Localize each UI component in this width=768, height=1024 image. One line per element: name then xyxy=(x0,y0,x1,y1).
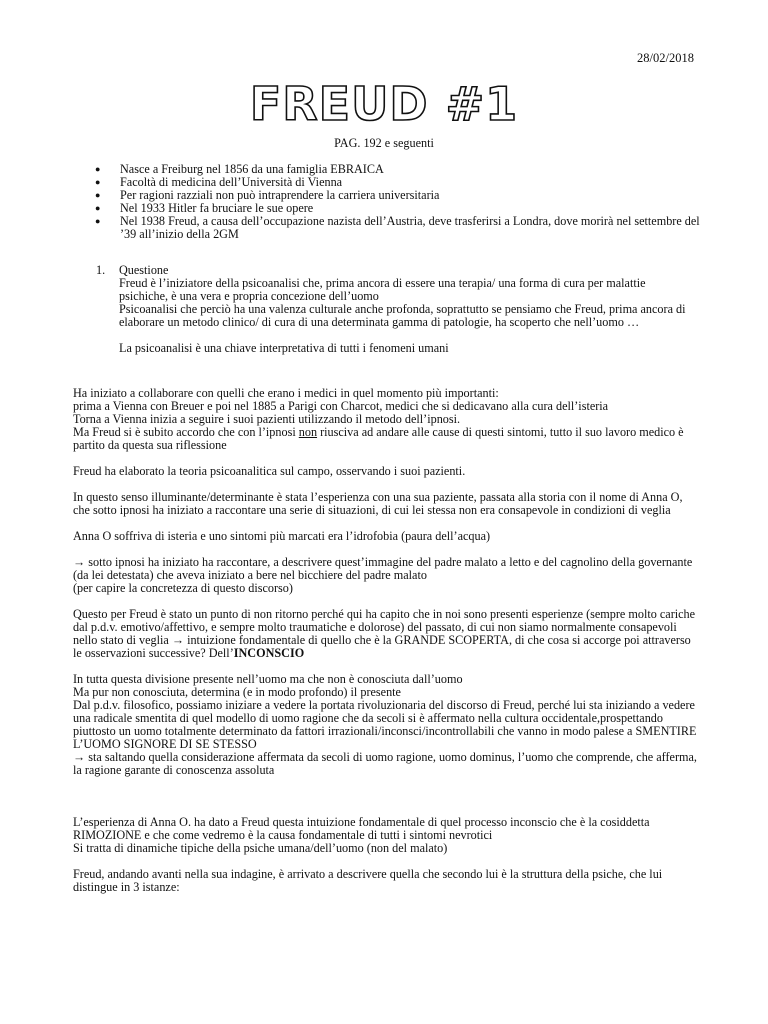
bullet-icon: ● xyxy=(95,177,101,187)
underlined-word: non xyxy=(298,425,318,439)
paragraph: In tutta questa divisione presente nell’uomo ma che non è conosciuta dall’uomo Ma pur non conosciuta, determina (e in modo profondo) il presente Dal p.d.v. filosofico, possiamo iniziare a vedere la portata rivoluzionaria del discorso di Freud, perché lui sta iniziando a vedere una radicale smentita di quel modello di uomo ragione che da secoli si è affermato nella cultura occidentale,prospettando piuttosto un uomo totalmente determinato da fattori irrazionali/inconsci/incontrollabili che vanno in modo palese a SMENTIRE L’UOMO SIGNORE DI SE STESSO → sta saltando quella considerazione affermata da secoli di uomo ragione, uomo dominus, l’uomo che comprende, che afferma, la ragione garante di conoscenza assoluta xyxy=(73,672,697,777)
paragraph: L’esperienza di Anna O. ha dato a Freud questa intuizione fondamentale di quel processo inconscio che è la cosiddetta RIMOZIONE e che come vedremo è la causa fondamentale di tutti i sintomi nevrotici Si tratta di dinamiche tipiche della psiche umana/dell’uomo (non del malato) xyxy=(73,815,650,855)
bullet-icon: ● xyxy=(95,216,101,226)
bullet-list xyxy=(95,162,700,241)
question-paragraph: Psicoanalisi che perciò ha una valenza culturale anche profonda, soprattutto se pensiamo che Freud, prima ancora di elaborare un metodo clinico/ di cura di una determinata gamma di patologie, ha scoperto che nell’uomo … xyxy=(119,302,686,329)
bullet-icon: ● xyxy=(95,203,101,213)
question-section xyxy=(96,264,696,355)
paragraph: → sotto ipnosi ha iniziato ha raccontare, a descrivere quest’immagine del padre malato a letto e del cagnolino della governante (da lei detestata) che aveva iniziato a bere nel bicchiere del padre malato (per capire la concretezza di questo discorso) xyxy=(73,555,693,595)
list-item: ● Per ragioni razziali non può intraprendere la carriera universitaria xyxy=(95,188,440,202)
paragraph: Questo per Freud è stato un punto di non ritorno perché qui ha capito che in noi sono presenti esperienze (sempre molto cariche dal p.d.v. emotivo/affettivo, e sempre molto traumatiche e dolorose) del passato, di cui non siamo normalmente consapevoli nello stato di veglia → intuizione fondamentale di quello che è la GRANDE SCOPERTA, di che cosa si accorge poi attraverso le osservazioni successive? Dell’INCONSCIO xyxy=(73,607,696,660)
document-date: 28/02/2018 xyxy=(637,51,694,65)
question-heading: Questione xyxy=(119,263,169,277)
bullet-icon: ● xyxy=(95,190,101,200)
question-paragraph: Freud è l’iniziatore della psicoanalisi che, prima ancora di essere una terapia/ una forma di cura per malattie psichiche, è una vera e propria concezione dell’uomo xyxy=(119,276,646,303)
bold-word: INCONSCIO xyxy=(233,646,305,660)
list-item: ● Nel 1938 Freud, a causa dell’occupazione nazista dell’Austria, deve trasferirsi a Londra, dove morirà nel settembre del ’39 all’inizio della 2GM xyxy=(95,214,700,241)
paragraph: Ha iniziato a collaborare con quelli che erano i medici in quel momento più importanti: prima a Vienna con Breuer e poi nel 1885 a Parigi con Charcot, medici che si dedicavano alla cura dell’isteria Torna a Vienna inizia a seguire i suoi pazienti utilizzando il metodo dell’ipnosi. Ma Freud si è subito accordo che con l’ipnosi non riusciva ad andare alle cause di questi sintomi, tutto il suo lavoro medico è partito da questa sua riflessione xyxy=(73,386,684,452)
list-item: ● Nasce a Freiburg nel 1856 da una famiglia EBRAICA xyxy=(95,162,384,176)
bullet-icon: ● xyxy=(95,164,101,174)
paragraph: Freud, andando avanti nella sua indagine, è arrivato a descrivere quella che secondo lui è la struttura della psiche, che lui distingue in 3 istanze: xyxy=(73,867,663,894)
main-text xyxy=(73,387,701,907)
paragraph: Freud ha elaborato la teoria psicoanalitica sul campo, osservando i suoi pazienti. xyxy=(73,464,466,478)
question-paragraph: La psicoanalisi è una chiave interpretativa di tutti i fenomeni umani xyxy=(119,341,449,355)
list-item: ● Facoltà di medicina dell’Università di Vienna xyxy=(95,175,343,189)
page-title: FREUD #1 xyxy=(249,77,519,131)
paragraph: In questo senso illuminante/determinante è stata l’esperienza con una sua paziente, passata alla storia con il nome di Anna O, che sotto ipnosi ha iniziato a raccontare una serie di situazioni, di cui lei stessa non era consapevole in condizioni di veglia xyxy=(73,490,683,517)
question-number: 1. xyxy=(96,263,106,277)
paragraph: Anna O soffriva di isteria e uno sintomi più marcati era l’idrofobia (paura dell’acqua) xyxy=(73,529,491,543)
list-item: ● Nel 1933 Hitler fa bruciare le sue opere xyxy=(95,201,314,215)
page-reference: PAG. 192 e seguenti xyxy=(334,136,434,150)
